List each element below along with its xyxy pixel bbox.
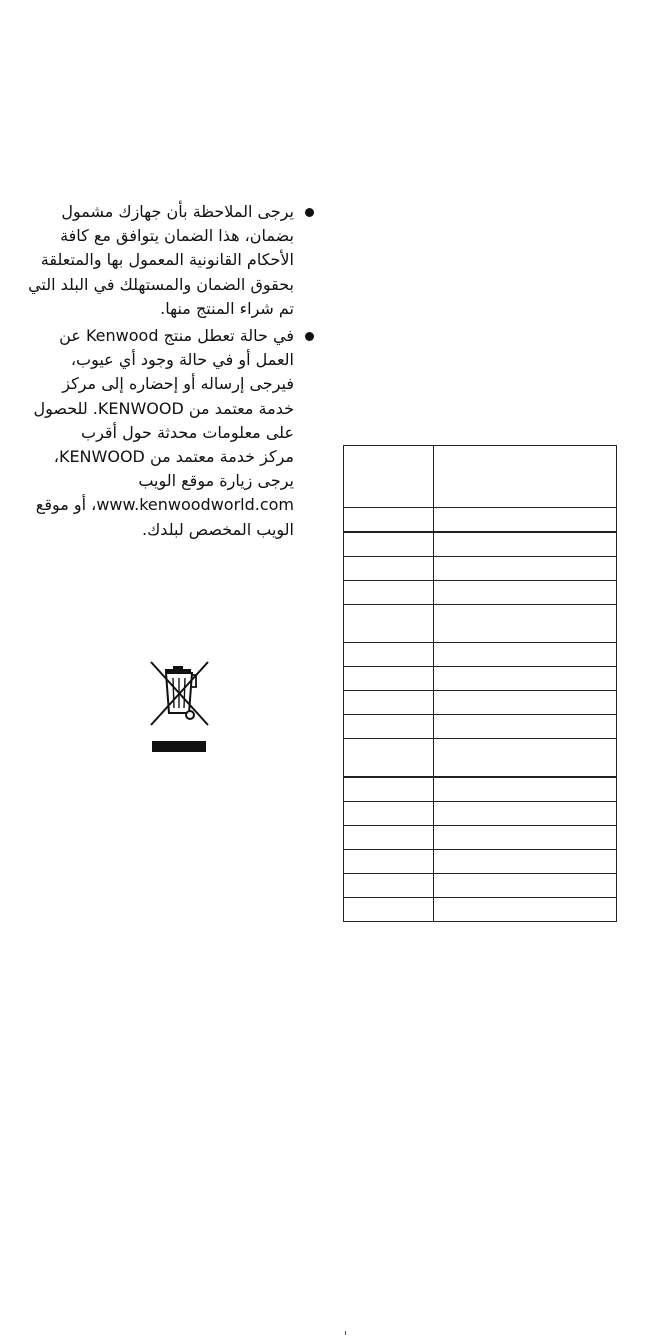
note-line: في حالة تعطل منتج Kenwood عن	[59, 326, 294, 346]
table-cell	[344, 802, 434, 826]
table-cell	[344, 739, 434, 778]
note-line: بضمان، هذا الضمان يتوافق مع كافة	[60, 226, 294, 246]
warranty-note	[18, 200, 318, 321]
table-cell	[434, 715, 617, 739]
table-cell	[434, 850, 617, 874]
table-row	[344, 739, 617, 778]
table-cell	[434, 532, 617, 557]
table-cell	[434, 581, 617, 605]
table-cell	[344, 667, 434, 691]
table-row	[344, 667, 617, 691]
note-line: يرجى الملاحظة بأن جهازك مشمول	[61, 202, 294, 221]
table-cell	[344, 532, 434, 557]
table-row	[344, 508, 617, 533]
page-mark	[345, 1331, 346, 1335]
note-line: فيرجى إرساله أو إحضاره إلى مركز	[62, 374, 294, 394]
table-cell	[434, 898, 617, 922]
service-note	[18, 324, 318, 542]
table-cell	[434, 508, 617, 533]
table-row	[344, 874, 617, 898]
table-cell	[344, 446, 434, 508]
table-cell	[434, 557, 617, 581]
table-cell	[344, 643, 434, 667]
table-cell	[434, 691, 617, 715]
table-cell	[344, 826, 434, 850]
table-cell	[344, 605, 434, 643]
table-row	[344, 850, 617, 874]
table-header-row	[344, 446, 617, 508]
note-line: مركز خدمة معتمد من KENWOOD،	[53, 447, 294, 467]
table-cell	[344, 850, 434, 874]
note-line: خدمة معتمد من KENWOOD. للحصول	[33, 398, 294, 418]
note-line: العمل أو في حالة وجود أي عيوب،	[70, 350, 294, 370]
blank-table	[343, 445, 617, 922]
table-cell	[344, 508, 434, 533]
table-row	[344, 643, 617, 667]
table-cell	[344, 691, 434, 715]
table-row	[344, 826, 617, 850]
table-row	[344, 532, 617, 557]
table-row	[344, 691, 617, 715]
table-row	[344, 802, 617, 826]
table-cell	[344, 715, 434, 739]
table-cell	[434, 446, 617, 508]
table-cell	[434, 826, 617, 850]
note-line: تم شراء المنتج منها.	[160, 298, 294, 318]
note-line: يرجى زيارة موقع الويب	[138, 471, 294, 491]
table-cell	[344, 581, 434, 605]
note-line: على معلومات محدثة حول أقرب	[81, 422, 294, 442]
table-cell	[434, 874, 617, 898]
table-row	[344, 605, 617, 643]
table-cell	[344, 898, 434, 922]
table-row	[344, 715, 617, 739]
table-cell	[434, 643, 617, 667]
table-cell	[344, 874, 434, 898]
table-cell	[344, 777, 434, 802]
bullet-icon	[305, 208, 314, 217]
table-cell	[434, 777, 617, 802]
table-cell	[434, 802, 617, 826]
warranty-notes	[18, 200, 318, 545]
note-line: الأحكام القانونية المعمول بها والمتعلقة	[40, 250, 294, 270]
table-row	[344, 557, 617, 581]
table-row	[344, 898, 617, 922]
table-cell	[434, 667, 617, 691]
note-line: بحقوق الضمان والمستهلك في البلد التي	[28, 274, 294, 294]
crossed-out-wheelie-bin-icon	[148, 657, 210, 753]
note-line: الويب المخصص لبلدك.	[142, 519, 294, 539]
note-line: www.kenwoodworld.com، أو موقع	[35, 495, 294, 515]
table-cell	[434, 739, 617, 778]
table-cell	[344, 557, 434, 581]
table-cell	[434, 605, 617, 643]
table-row	[344, 581, 617, 605]
table-row	[344, 777, 617, 802]
bullet-icon	[305, 332, 314, 341]
